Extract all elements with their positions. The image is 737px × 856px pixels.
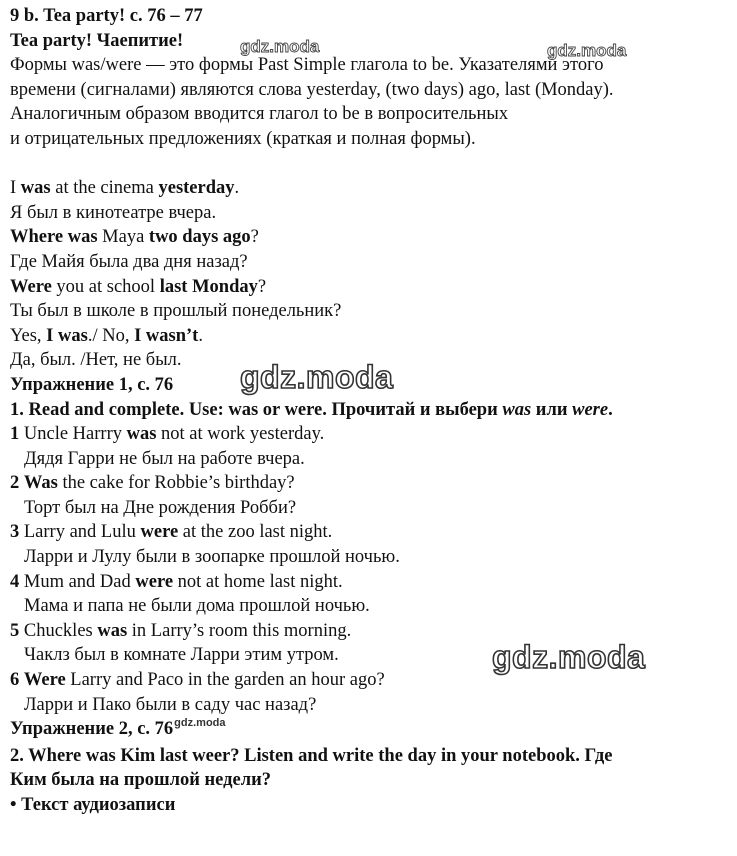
item-text: the cake for Robbie’s birthday? <box>57 473 295 494</box>
audio-transcript-bullet: • Текст аудиозаписи <box>10 795 176 815</box>
item-answer: were <box>140 522 179 543</box>
example-1-translation: Я был в кинотеатре вчера. <box>10 202 217 223</box>
exercise-2-task: Ким была на прошлой недели? <box>10 770 271 791</box>
item-number: 3 <box>10 522 20 543</box>
exercise-2-heading <box>10 717 732 744</box>
item-text: not at work yesterday. <box>156 424 325 445</box>
item-answer: Were <box>23 670 66 691</box>
example-highlight: was <box>20 178 51 199</box>
item-number: 1 <box>10 424 20 445</box>
item-text: Mum and Dad <box>19 571 136 592</box>
example-highlight: I wasn’t <box>134 325 199 346</box>
page-subtitle: Tea party! Чаепитие! <box>10 30 184 51</box>
exercise-2-heading-text: Упражнение 2, с. 76 <box>10 719 174 740</box>
item-text: at the zoo last night. <box>178 522 333 543</box>
task-text: 1. Read and complete. Use: was or were. Прочитай и выбери <box>10 399 503 420</box>
exercise-2-task: 2. Where was Kim last weer? Listen and write the day in your notebook. Где <box>10 745 613 766</box>
item-number: 2 <box>10 473 20 494</box>
item-text: Uncle Harrry <box>19 424 127 445</box>
item-answer: was <box>97 620 128 641</box>
example-highlight: Where was <box>10 227 98 248</box>
watermark: gdz.moda <box>240 359 394 395</box>
exercise-1-heading: Упражнение 1, с. 76 <box>10 374 174 395</box>
item-number: 6 <box>10 670 20 691</box>
example-2 <box>10 225 732 250</box>
example-3 <box>10 275 732 300</box>
exercise-item-translation: Ларри и Пако были в саду час назад? <box>24 694 317 715</box>
example-text: ./ No, <box>87 325 135 346</box>
spacer <box>10 152 732 177</box>
example-4-translation: Да, был. /Нет, не был. <box>10 350 182 371</box>
exercise-item-translation: Торт был на Дне рождения Робби? <box>24 497 297 518</box>
example-text: . <box>234 178 240 199</box>
example-3-translation: Ты был в школе в прошлый понедельник? <box>10 301 342 322</box>
task-text: . <box>608 399 613 420</box>
watermark: gdz.moda <box>547 41 627 60</box>
example-1 <box>10 176 732 201</box>
page-title: 9 b. Tea party! с. 76 – 77 <box>10 6 203 26</box>
task-text: или <box>531 399 573 420</box>
exercise-item <box>10 422 732 447</box>
example-text: Yes, <box>10 325 47 346</box>
exercise-item <box>10 570 732 595</box>
exercise-item <box>10 668 732 693</box>
item-number: 5 <box>10 620 20 641</box>
exercise-item <box>10 471 732 496</box>
example-text: Maya <box>97 227 149 248</box>
item-text: Larry and Lulu <box>19 522 141 543</box>
intro-line: времени (сигналами) являются слова yesterday, (two days) ago, last (Monday). <box>10 79 614 100</box>
task-option: was <box>502 399 532 420</box>
example-2-translation: Где Майя была два дня назад? <box>10 251 248 272</box>
example-highlight: I was <box>46 325 88 346</box>
item-number: 4 <box>10 571 20 592</box>
watermark: gdz.moda <box>492 639 646 675</box>
watermark: gdz.moda <box>240 37 320 56</box>
example-text: at the cinema <box>50 178 159 199</box>
item-answer: Was <box>23 473 58 494</box>
exercise-1-list <box>10 422 732 717</box>
example-highlight: yesterday <box>158 178 235 199</box>
example-4 <box>10 324 732 349</box>
example-text: I <box>10 178 21 199</box>
item-text: in Larry’s room this morning. <box>127 620 352 641</box>
exercise-1-task <box>10 398 732 423</box>
item-text: not at home last night. <box>173 571 343 592</box>
example-text: ? <box>250 227 259 248</box>
example-highlight: last Monday <box>159 276 258 297</box>
example-highlight: two days ago <box>148 227 251 248</box>
example-text: you at school <box>51 276 160 297</box>
exercise-item-translation: Чаклз был в комнате Ларри этим утром. <box>24 645 339 666</box>
task-option: were <box>572 399 609 420</box>
item-text: Chuckles <box>19 620 98 641</box>
exercise-item-translation: Ларри и Лулу были в зоопарке прошлой ночью. <box>24 547 400 568</box>
item-text: Larry and Paco in the garden an hour ago? <box>65 670 385 691</box>
document-page <box>10 4 732 818</box>
intro-line: Аналогичным образом вводится глагол to be в вопросительных <box>10 104 509 125</box>
watermark: gdz.moda <box>174 717 226 730</box>
exercise-item-translation: Мама и папа не были дома прошлой ночью. <box>24 596 370 617</box>
intro-line: и отрицательных предложениях (краткая и полная формы). <box>10 128 476 149</box>
item-answer: were <box>135 571 174 592</box>
exercise-item-translation: Дядя Гарри не был на работе вчера. <box>24 448 305 469</box>
exercise-item <box>10 520 732 545</box>
example-text: ? <box>257 276 267 297</box>
example-highlight: Were <box>10 276 52 297</box>
example-text: . <box>198 325 203 346</box>
exercise-item <box>10 619 732 644</box>
intro-line: Формы was/were — это формы Past Simple глагола to be. Указателями этого <box>10 55 604 76</box>
item-answer: was <box>126 424 157 445</box>
